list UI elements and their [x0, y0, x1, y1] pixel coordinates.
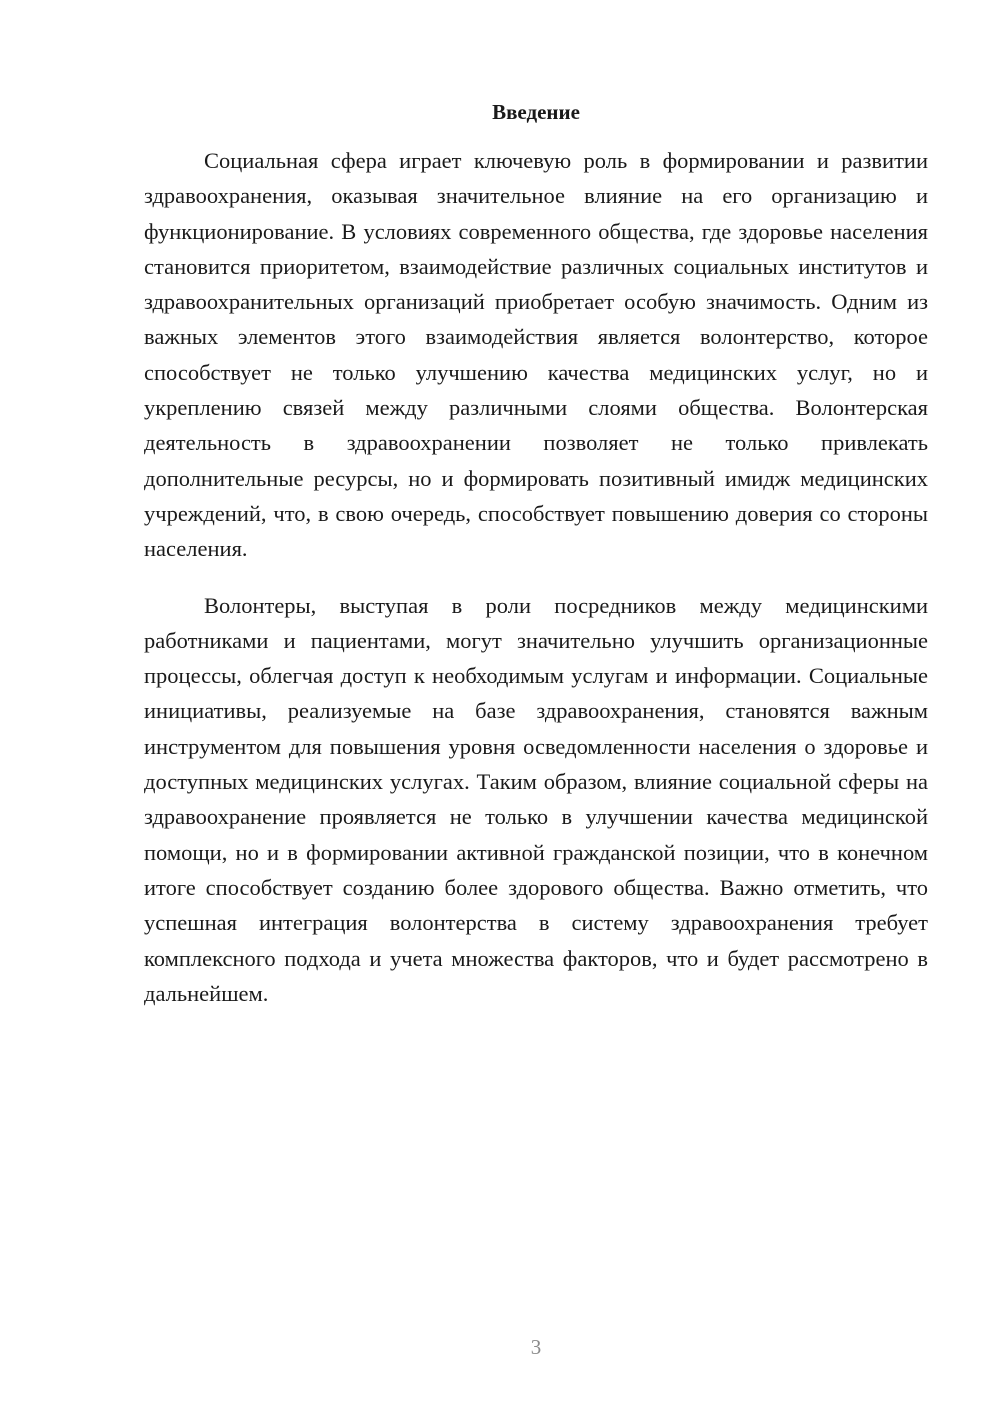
page-number: 3 — [530, 1335, 542, 1359]
paragraph-1: Социальная сфера играет ключевую роль в формировании и развитии здравоохранения, оказывая значительное влияние на его организацию и функционирование. В условиях современного общества, где здоровье населения становится приоритетом, взаимодействие различных социальных институтов и здравоохранительных организаций приобретает особую значимость. Одним из важных элементов этого взаимодействия является волонтерство, которое способствует не только улучшению качества медицинских услуг, но и укреплению связей между различными слоями общества. Волонтерская деятельность в здравоохранении позволяет не только привлекать дополнительные ресурсы, но и формировать позитивный имидж медицинских учреждений, что, в свою очередь, способствует повышению доверия со стороны населения. — [144, 148, 928, 562]
paragraph-2: Волонтеры, выступая в роли посредников между медицинскими работниками и пациентами, могут значительно улучшить организационные процессы, облегчая доступ к необходимым услугам и информации. Социальные инициативы, реализуемые на базе здравоохранения, становятся важным инструментом для повышения уровня осведомленности населения о здоровье и доступных медицинских услугах. Таким образом, влияние социальной сферы на здравоохранение проявляется не только в улучшении качества медицинской помощи, но и в формировании активной гражданской позиции, что в конечном итоге способствует созданию более здорового общества. Важно отметить, что успешная интеграция волонтерства в систему здравоохранения требует комплексного подхода и учета множества факторов, что и будет рассмотрено в дальнейшем. — [144, 592, 928, 1006]
section-heading: Введение — [492, 100, 580, 124]
body-text — [144, 143, 928, 1011]
